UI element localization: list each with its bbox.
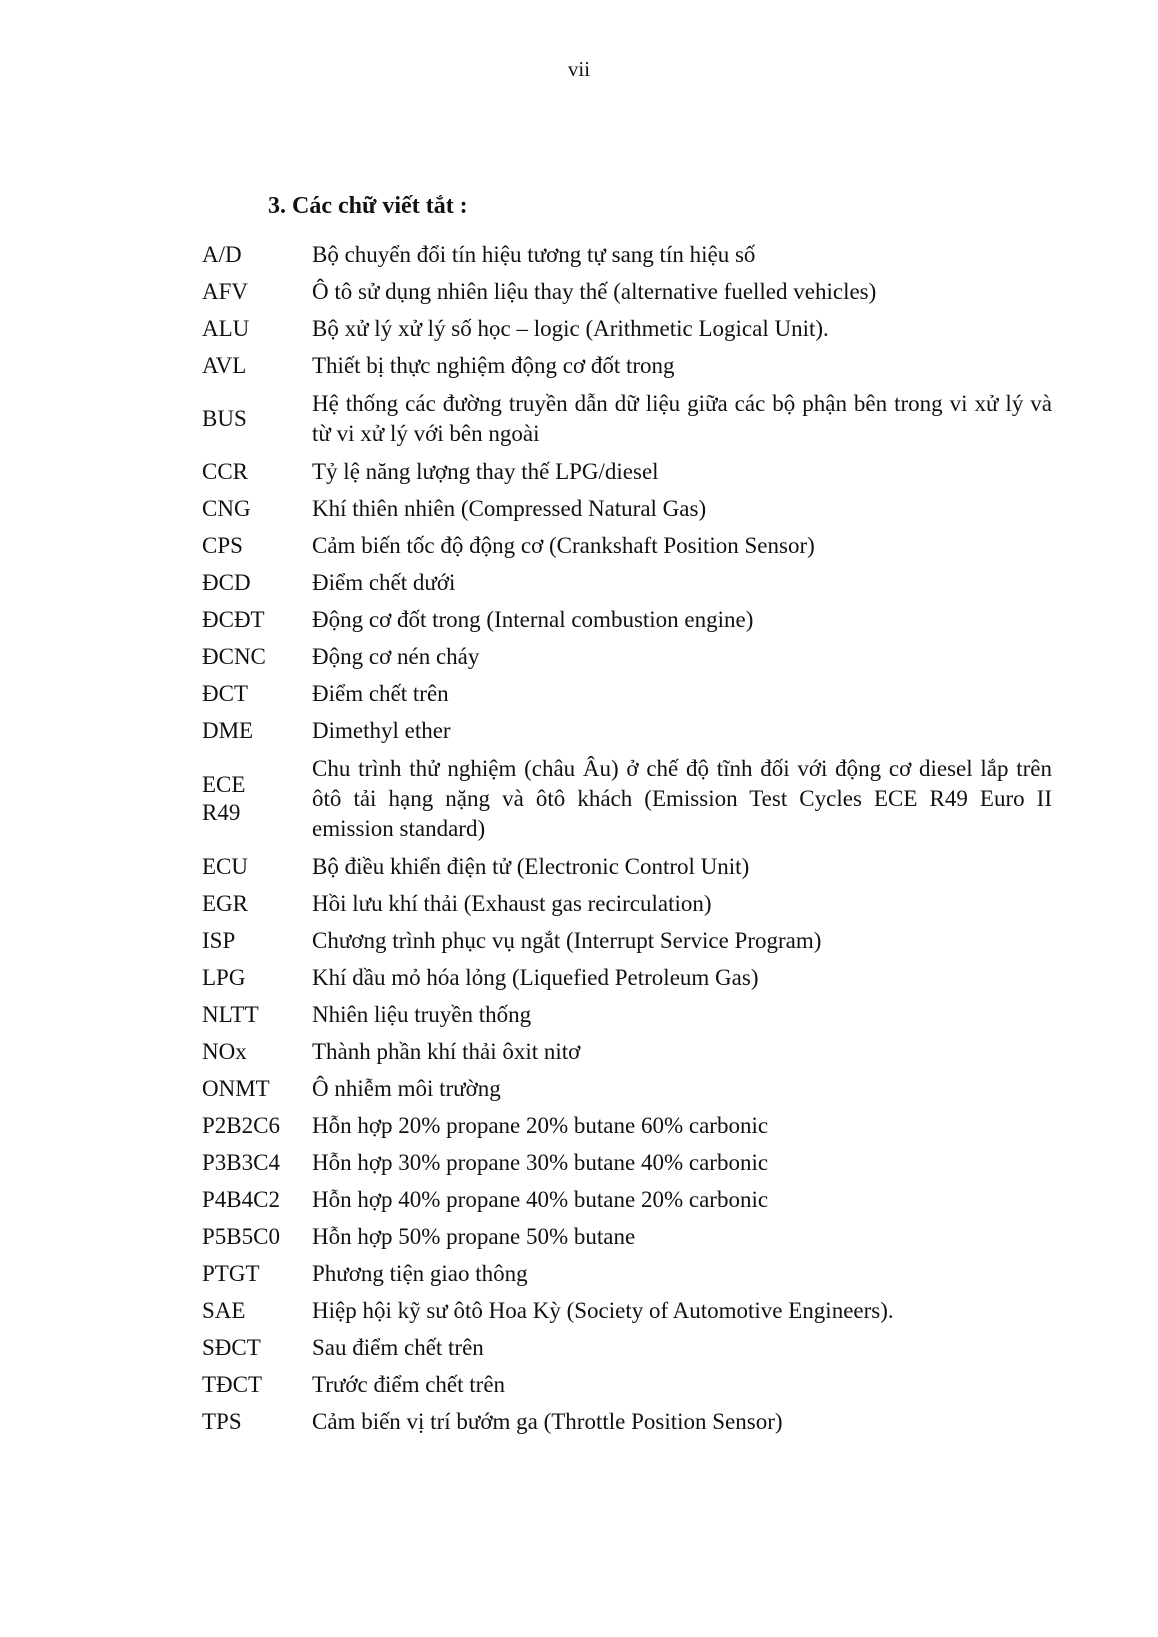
- abbreviation-definition: Thiết bị thực nghiệm động cơ đốt trong: [312, 353, 675, 378]
- abbreviation-definition: Thành phần khí thải ôxit nitơ: [312, 1039, 581, 1064]
- abbreviation-definition: Hiệp hội kỹ sư ôtô Hoa Kỳ (Society of Automotive Engineers).: [312, 1298, 894, 1323]
- abbreviation-row: [202, 601, 1052, 638]
- abbreviation-term: ECE R49: [202, 772, 246, 825]
- abbreviation-term: P5B5C0: [202, 1224, 280, 1249]
- abbreviation-definition: Bộ chuyển đổi tín hiệu tương tự sang tín hiệu số: [312, 242, 756, 267]
- abbreviation-row: [202, 1033, 1052, 1070]
- abbreviation-term: LPG: [202, 965, 246, 990]
- abbreviation-definition: Nhiên liệu truyền thống: [312, 1002, 532, 1027]
- abbreviation-term: P2B2C6: [202, 1113, 280, 1138]
- abbreviation-row: [202, 1292, 1052, 1329]
- abbreviation-definition: Động cơ đốt trong (Internal combustion engine): [312, 607, 754, 632]
- abbreviation-term: SAE: [202, 1298, 246, 1323]
- abbreviation-row: [202, 490, 1052, 527]
- abbreviation-definition: Sau điểm chết trên: [312, 1335, 484, 1360]
- abbreviation-definition: Khí dầu mỏ hóa lỏng (Liquefied Petroleum Gas): [312, 965, 759, 990]
- abbreviation-definition: Hỗn hợp 40% propane 40% butane 20% carbonic: [312, 1187, 769, 1212]
- abbreviation-definition: Phương tiện giao thông: [312, 1261, 528, 1286]
- abbreviation-definition: Hồi lưu khí thải (Exhaust gas recirculation): [312, 891, 712, 916]
- abbreviation-term: A/D: [202, 242, 242, 267]
- abbreviation-row: [202, 885, 1052, 922]
- abbreviation-term: EGR: [202, 891, 248, 916]
- abbreviation-row: [202, 638, 1052, 675]
- abbreviation-term: ISP: [202, 928, 236, 953]
- abbreviation-term: BUS: [202, 406, 247, 431]
- abbreviation-term: DME: [202, 718, 254, 743]
- abbreviation-row: [202, 996, 1052, 1033]
- abbreviation-term: SĐCT: [202, 1335, 261, 1360]
- abbreviation-row: [202, 453, 1052, 490]
- abbreviation-definition: Cảm biến vị trí bướm ga (Throttle Position Sensor): [312, 1409, 783, 1434]
- abbreviation-row: [202, 564, 1052, 601]
- abbreviation-row: [202, 1144, 1052, 1181]
- abbreviation-definition: Cảm biến tốc độ động cơ (Crankshaft Position Sensor): [312, 533, 815, 558]
- abbreviation-term: ĐCD: [202, 570, 251, 595]
- abbreviation-term: CNG: [202, 496, 251, 521]
- abbreviation-row: [202, 1218, 1052, 1255]
- abbreviation-definition: Bộ xử lý xử lý số học – logic (Arithmetic Logical Unit).: [312, 316, 829, 341]
- abbreviation-row: [202, 1403, 1052, 1440]
- abbreviation-row: [202, 922, 1052, 959]
- abbreviation-term: CCR: [202, 459, 249, 484]
- abbreviation-row: [202, 310, 1052, 347]
- abbreviation-term: ECU: [202, 854, 248, 879]
- page-number: vii: [567, 57, 591, 81]
- abbreviation-term: TĐCT: [202, 1372, 263, 1397]
- abbreviation-definition: Ô nhiễm môi trường: [312, 1076, 501, 1101]
- abbreviation-definition: Tỷ lệ năng lượng thay thế LPG/diesel: [312, 459, 659, 484]
- abbreviation-term: P3B3C4: [202, 1150, 280, 1175]
- abbreviation-definition: Dimethyl ether: [312, 718, 451, 743]
- abbreviation-definition: Trước điểm chết trên: [312, 1372, 506, 1397]
- abbreviation-definition: Điểm chết trên: [312, 681, 449, 706]
- abbreviation-definition: Chương trình phục vụ ngắt (Interrupt Service Program): [312, 928, 822, 953]
- abbreviation-term: TPS: [202, 1409, 242, 1434]
- abbreviation-list: [202, 236, 1052, 1440]
- abbreviation-term: NOx: [202, 1039, 247, 1064]
- abbreviation-definition: Hỗn hợp 30% propane 30% butane 40% carbonic: [312, 1150, 769, 1175]
- abbreviation-row: [202, 675, 1052, 712]
- abbreviation-term: ALU: [202, 316, 250, 341]
- abbreviation-row: [202, 273, 1052, 310]
- abbreviation-term: ONMT: [202, 1076, 270, 1101]
- abbreviation-definition: Động cơ nén cháy: [312, 644, 480, 669]
- abbreviation-row: [202, 1181, 1052, 1218]
- abbreviation-row: [202, 1255, 1052, 1292]
- abbreviation-row: [202, 1070, 1052, 1107]
- abbreviation-row: [202, 527, 1052, 564]
- abbreviation-row: [202, 384, 1052, 453]
- abbreviation-row: [202, 959, 1052, 996]
- abbreviation-row: [202, 1107, 1052, 1144]
- abbreviation-row: [202, 1366, 1052, 1403]
- abbreviation-definition: Chu trình thử nghiệm (châu Âu) ở chế độ tĩnh đối với động cơ diesel lắp trên ôtô tải hạng nặng và ôtô khách (Emission Test Cycles ECE R49 Euro II emission standard): [312, 756, 1052, 841]
- abbreviation-term: ĐCĐT: [202, 607, 265, 632]
- abbreviation-term: PTGT: [202, 1261, 260, 1286]
- abbreviation-row: [202, 347, 1052, 384]
- abbreviation-term: ĐCNC: [202, 644, 266, 669]
- abbreviation-row: [202, 749, 1052, 848]
- abbreviation-term: CPS: [202, 533, 243, 558]
- abbreviation-definition: Hỗn hợp 50% propane 50% butane: [312, 1224, 636, 1249]
- abbreviation-definition: Hỗn hợp 20% propane 20% butane 60% carbonic: [312, 1113, 769, 1138]
- abbreviation-definition: Ô tô sử dụng nhiên liệu thay thế (alternative fuelled vehicles): [312, 279, 877, 304]
- abbreviation-row: [202, 236, 1052, 273]
- abbreviation-definition: Bộ điều khiển điện tử (Electronic Control Unit): [312, 854, 750, 879]
- abbreviation-term: ĐCT: [202, 681, 248, 706]
- abbreviation-row: [202, 848, 1052, 885]
- abbreviation-definition: Hệ thống các đường truyền dẫn dữ liệu giữa các bộ phận bên trong vi xử lý và từ vi xử lý với bên ngoài: [312, 391, 1052, 446]
- abbreviation-definition: Điểm chết dưới: [312, 570, 456, 595]
- abbreviation-term: AFV: [202, 279, 249, 304]
- abbreviation-row: [202, 712, 1052, 749]
- abbreviation-definition: Khí thiên nhiên (Compressed Natural Gas): [312, 496, 707, 521]
- abbreviation-term: AVL: [202, 353, 247, 378]
- abbreviation-term: NLTT: [202, 1002, 259, 1027]
- abbreviation-row: [202, 1329, 1052, 1366]
- abbreviation-term: P4B4C2: [202, 1187, 280, 1212]
- section-title: 3. Các chữ viết tắt :: [268, 193, 468, 219]
